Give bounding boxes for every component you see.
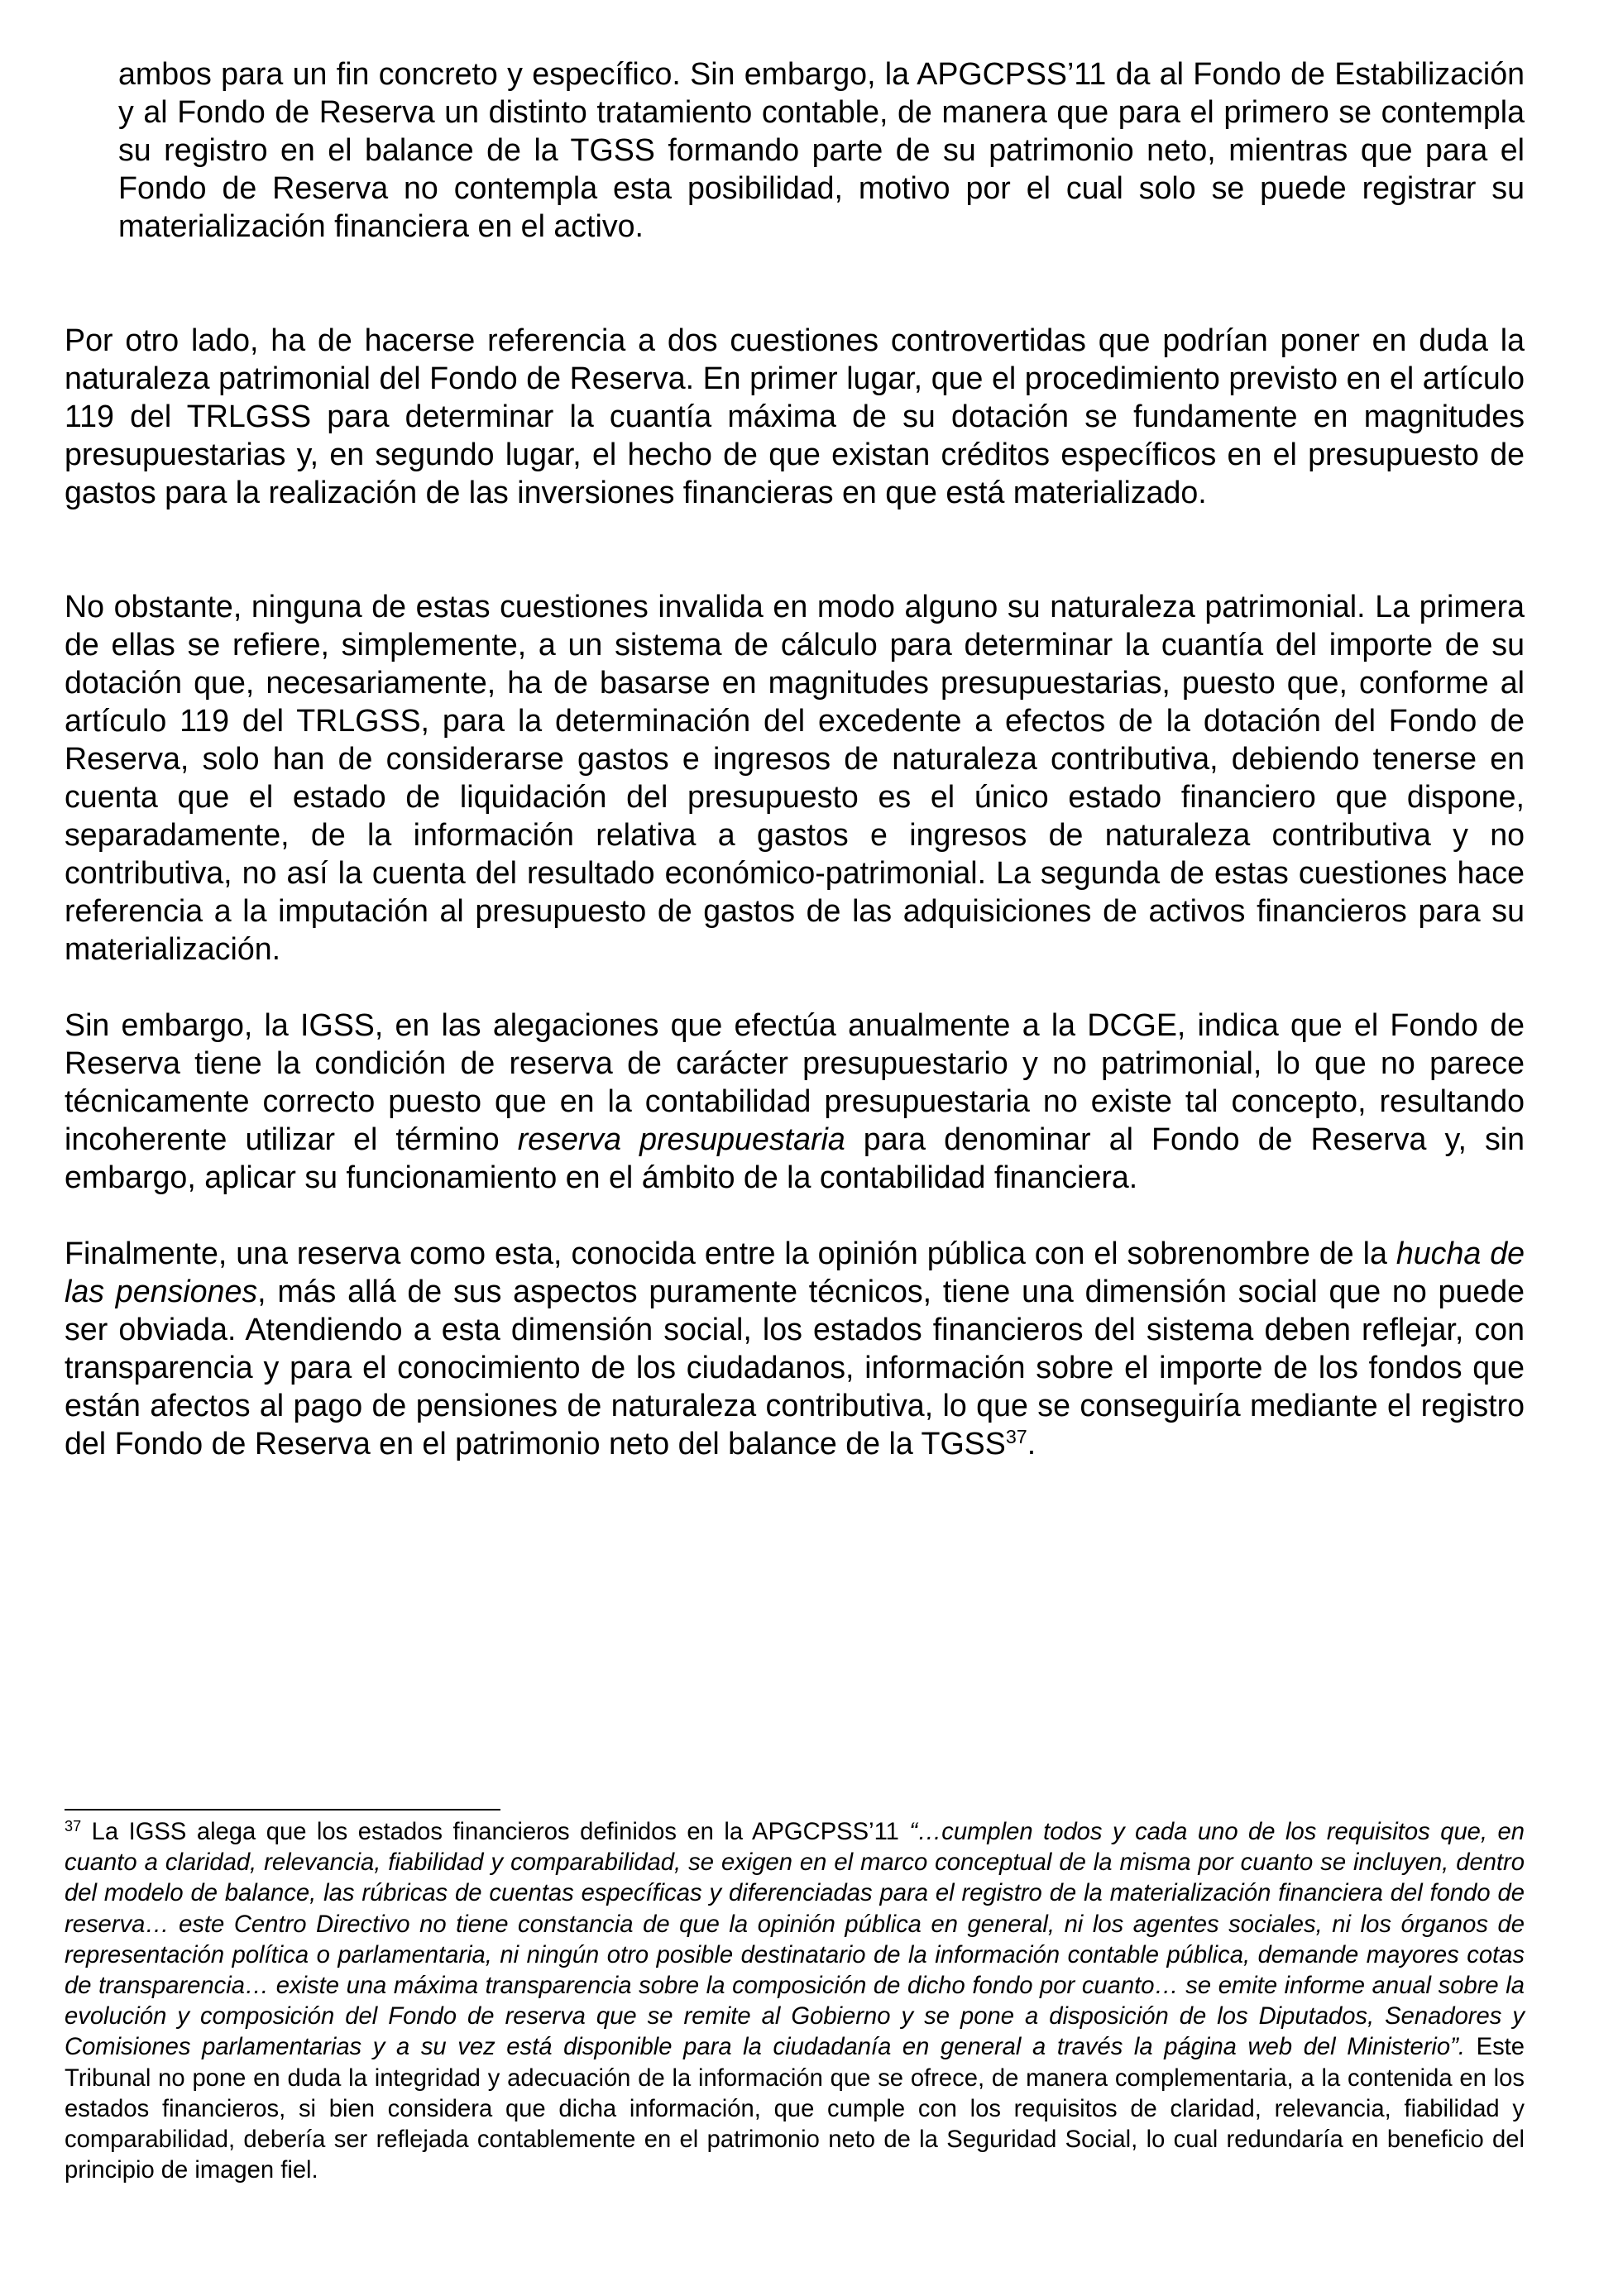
footnote-number: 37: [65, 1818, 82, 1835]
footnote-quote: “…cumplen todos y cada uno de los requisitos que, en cuanto a claridad, relevancia, fiabilidad y comparabilidad, se exigen en el marco conceptual de la misma por cuanto se incluyen, dentro del modelo de balance, las rúbricas de cuentas específicas y diferenciadas para el registro de la materialización financiera del fondo de reserva… este Centro Directivo no tiene constancia de que la opinión pública en general, ni los agentes sociales, ni los órganos de representación política o parlamentaria, ni ningún otro posible destinatario de la información contable pública, demande mayores cotas de transparencia… existe una máxima transparencia sobre la composición de dicho fondo por cuanto… se emite informe anual sobre la evolución y composición del Fondo de reserva que se remite al Gobierno y se pone a disposición de los Diputados, Senadores y Comisiones parlamentarias y a su vez está disponible para la ciudadanía en general a través la página web del Ministerio”.: [65, 1819, 1525, 2061]
paragraph-continuation: ambos para un fin concreto y específico. Sin embargo, la APGCPSS’11 da al Fondo de Estabilización y al Fondo de Reserva un distinto tratamiento contable, de manera que para el primero se contempla su registro en el balance de la TGSS formando parte de su patrimonio neto, mientras que para el Fondo de Reserva no contempla esta posibilidad, motivo por el cual solo se puede registrar su materialización financiera en el activo.: [118, 56, 1525, 243]
footnote-rest: Este Tribunal no pone en duda la integridad y adecuación de la información que se ofrece, de manera complementaria, a la contenida en los estados financieros, si bien considera que dicha información, que cumple con los requisitos de claridad, relevancia, fiabilidad y comparabilidad, debería ser reflejada contablemente en el patrimonio neto de la Seguridad Social, lo cual redundaría en beneficio del principio de imagen fiel.: [65, 2034, 1525, 2184]
footnote-separator: [65, 1809, 500, 1810]
italic-term: reserva presupuestaria: [517, 1122, 845, 1156]
paragraph-text: Sin embargo, la IGSS, en las alegaciones que efectúa anualmente a la DCGE, indica que el Fondo de Reserva tiene la condición de reserva de carácter presupuestario y no patrimonial, lo que no parece técnicamente correcto puesto que en la contabilidad presupuestaria no existe tal concepto, resultando incoherente utilizar el término: [65, 1007, 1525, 1156]
italic-term: hucha de las pensiones: [65, 1236, 1525, 1308]
paragraph-text: Finalmente, una reserva como esta, conocida entre la opinión pública con el sobrenombre de la: [65, 1236, 1396, 1270]
paragraph-igss-allegations: [65, 1006, 1525, 1196]
paragraph-text: para denominar al Fondo de Reserva y, sin embargo, aplicar su funcionamiento en el ámbito de la contabilidad financiera.: [65, 1122, 1525, 1194]
paragraph-patrimonial-nature: No obstante, ninguna de estas cuestiones invalida en modo alguno su naturaleza patrimonial. La primera de ellas se refiere, simplemente, a un sistema de cálculo para determinar la cuantía del importe de su dotación que, necesariamente, ha de basarse en magnitudes presupuestarias, puesto que, conforme al artículo 119 del TRLGSS, para la determinación del excedente a efectos de la dotación del Fondo de Reserva, solo han de considerarse gastos e ingresos de naturaleza contributiva, debiendo tenerse en cuenta que el estado de liquidación del presupuesto es el único estado financiero que dispone, separadamente, de la información relativa a gastos e ingresos de naturaleza contributiva y no contributiva, no así la cuenta del resultado económico-patrimonial. La segunda de estas cuestiones hace referencia a la imputación al presupuesto de gastos de las adquisiciones de activos financieros para su materialización.: [65, 589, 1525, 966]
footnote: [65, 1817, 1525, 2186]
paragraph-text: .: [1027, 1426, 1036, 1461]
paragraph-text: , más allá de sus aspectos puramente técnicos, tiene una dimensión social que no puede ser obviada. Atendiendo a esta dimensión social, los estados financieros del sistema deben reflejar, con transparencia y para el conocimiento de los ciudadanos, información sobre el importe de los fondos que están afectos al pago de pensiones de naturaleza contributiva, lo que se conseguiría mediante el registro del Fondo de Reserva en el patrimonio neto del balance de la TGSS: [65, 1274, 1525, 1461]
paragraph-social-dimension: [65, 1234, 1525, 1462]
paragraph-controversial-issues: Por otro lado, ha de hacerse referencia a dos cuestiones controvertidas que podrían poner en duda la naturaleza patrimonial del Fondo de Reserva. En primer lugar, que el procedimiento previsto en el artículo 119 del TRLGSS para determinar la cuantía máxima de su dotación se fundamente en magnitudes presupuestarias y, en segundo lugar, el hecho de que existan créditos específicos en el presupuesto de gastos para la realización de las inversiones financieras en que está materializado.: [65, 323, 1525, 509]
footnote-reference[interactable]: 37: [1005, 1426, 1027, 1448]
footnote-lead: La IGSS alega que los estados financieros definidos en la APGCPSS’11: [81, 1819, 910, 1845]
